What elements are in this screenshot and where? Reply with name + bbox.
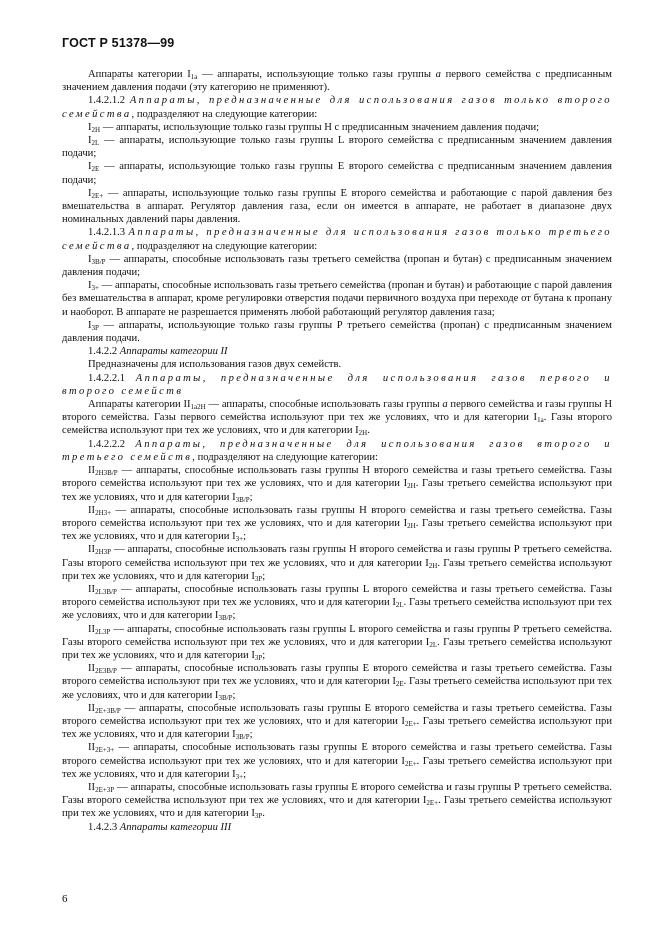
text-run: . Газы третьего семейства используют при тех же условиях, что и для категории I xyxy=(62,755,612,780)
text-run: ; xyxy=(262,570,266,582)
text-run: — аппараты, способные использовать газы группы Е второго семейства и газы третьего семейства. Газы второго семейства используют при тех же условиях, что и для категории I xyxy=(62,702,612,727)
text-run: 1.4.2.1.2 xyxy=(88,95,130,107)
text-run: — аппараты, способные использовать газы группы L второго семейства и газы третьего семейства. Газы второго семейства используют при тех же условиях, что и для категории I xyxy=(62,583,612,609)
paragraph xyxy=(62,134,612,160)
subscript: 2E+ xyxy=(91,191,104,200)
text-run: — аппараты, использующие только газы группы Е второго семейства с предписанным значением давления подачи; xyxy=(62,161,612,186)
text-run: — аппараты, использующие только газы группы Е второго семейства и работающие с парой давления без вмешательства в аппарат. Регулятор давления газа, если он имеется в аппарате, не работает в диапазоне двух номинальных давлений пары давления. xyxy=(62,187,612,226)
text-run: 1.4.2.2.2 xyxy=(88,438,136,450)
text-run: , подразделяют на следующие категории: xyxy=(131,240,318,252)
paragraph xyxy=(62,121,612,134)
subscript: 3+ xyxy=(235,535,244,544)
paragraph xyxy=(62,504,612,544)
text-run: ; xyxy=(232,689,236,701)
text-run: — аппараты, использующие только газы группы L второго семейства с предписанным значением давления подачи; xyxy=(62,135,612,160)
paragraph xyxy=(62,821,612,834)
text-run: — аппараты, способные использовать газы группы Е второго семейства и газы третьего семейства. Газы второго семейства используют при тех же условиях, что и для категории I xyxy=(62,742,612,767)
subscript: 2E3B/P xyxy=(95,667,117,676)
text-run: — аппараты, способные использовать газы третьего семейства (пропан и бутан) и работающие с парой давления без вмешательства в аппарат, кроме регулировки отверстия подачи первичного воздуха при переходе от бутана к пропану и наоборот. В аппарате не разрешается применять любой работающий регулятор давления газа; xyxy=(62,280,612,318)
text-run: . Газы третьего семейства используют при тех же условиях, что и для категории I xyxy=(62,478,612,503)
text-run: 1.4.2.2.1 xyxy=(88,372,136,384)
paragraph xyxy=(62,702,612,742)
subscript: 3B/P xyxy=(218,693,233,702)
subscript: 2H xyxy=(428,561,438,570)
text-run: II xyxy=(88,663,96,675)
subscript: 1a xyxy=(537,416,544,425)
text-run: Аппараты, предназначенные для использования газов только третьего семейства xyxy=(62,227,612,252)
subscript: 2L xyxy=(91,139,100,148)
paragraph xyxy=(62,741,612,781)
subscript: 3P xyxy=(254,653,263,662)
document-body xyxy=(62,68,612,834)
text-run: — аппараты, способные использовать газы группы Е второго семейства и газы третьего семейства. Газы второго семейства используют при тех же условиях, что и для категории I xyxy=(62,663,612,688)
text-run: — аппараты, способные использовать газы группы Н второго семейства и газы группы Р третьего семейства. Газы второго семейства используют при тех же условиях, что и для категории I xyxy=(62,544,612,569)
text-run: ; xyxy=(249,491,253,503)
page-header: ГОСТ Р 51378—99 xyxy=(62,36,175,50)
text-run: Аппараты категории II xyxy=(88,399,191,411)
paragraph xyxy=(62,358,612,371)
subscript: 2E xyxy=(91,165,100,174)
text-run: Аппараты категории I xyxy=(88,69,191,80)
text-run: . Газы третьего семейства используют при тех же условиях, что и для категории I xyxy=(62,795,612,820)
subscript: 2E+ xyxy=(426,799,439,808)
subscript: 2L3P xyxy=(95,627,111,636)
paragraph xyxy=(62,464,612,504)
paragraph xyxy=(62,253,612,279)
page-number: 6 xyxy=(62,893,68,905)
subscript: 2E+3B/P xyxy=(95,706,121,715)
subscript: 2H xyxy=(407,521,416,530)
text-run: . Газы второго семейства используют при тех же условиях, что и для категории I xyxy=(62,412,612,437)
text-run: I xyxy=(88,280,92,292)
paragraph xyxy=(62,372,612,398)
paragraph xyxy=(62,160,612,186)
text-run: II xyxy=(88,504,96,516)
paragraph xyxy=(62,662,612,702)
text-run: 1.4.2.1.3 xyxy=(88,227,129,239)
subscript: 2L xyxy=(429,640,438,649)
paragraph xyxy=(62,781,612,821)
text-run: ; xyxy=(243,768,247,780)
text-run: ; xyxy=(262,649,266,661)
paragraph xyxy=(62,68,612,94)
subscript: 3+ xyxy=(91,284,99,293)
text-run: . Газы третьего семейства используют при тех же условиях, что и для категории I xyxy=(62,517,612,543)
text-run: Аппараты категории II xyxy=(119,346,228,358)
text-run: . Газы третьего семейства используют при тех же условиях, что и для категории I xyxy=(62,557,613,582)
paragraph xyxy=(62,623,612,663)
subscript: 2L3B/P xyxy=(95,587,117,596)
subscript: 2H xyxy=(91,125,101,134)
paragraph xyxy=(62,398,612,438)
text-run: . xyxy=(262,808,265,820)
paragraph xyxy=(62,187,612,227)
subscript: 3P xyxy=(254,574,263,583)
subscript: 3B/P xyxy=(91,257,106,266)
text-run: — аппараты, способные использовать газы группы L второго семейства и газы группы Р третьего семейства. Газы второго семейства используют при тех же условиях, что и для категории I xyxy=(62,623,612,648)
paragraph xyxy=(62,226,612,252)
text-run: Аппараты, предназначенные для использования газов первого и второго семейств xyxy=(62,372,612,397)
text-run: первого семейства с предписанным значением давления подачи (эту категорию не применяют). xyxy=(62,69,612,94)
text-run: . Газы третьего семейства используют при тех же условиях, что и для категории I xyxy=(62,636,612,661)
text-run: ; xyxy=(232,610,236,622)
subscript: 2L xyxy=(395,601,404,610)
text-run: I xyxy=(88,319,92,331)
text-run: ; xyxy=(243,531,247,543)
subscript: 1a xyxy=(190,73,198,81)
text-run: II xyxy=(88,702,96,714)
subscript: 2E+3P xyxy=(95,785,115,794)
text-run: I xyxy=(88,187,92,199)
paragraph xyxy=(62,94,612,120)
subscript: 1a2H xyxy=(190,403,206,412)
text-run: I xyxy=(88,161,92,173)
text-run: — аппараты, способные использовать газы группы Е второго семейства и газы группы Р третьего семейства. Газы второго семейства используют при тех же условиях, что и для категории I xyxy=(62,781,612,807)
subscript: 2E+ xyxy=(404,759,417,768)
text-run: 1.4.2.2 xyxy=(88,346,120,358)
text-run: — аппараты, использующие только газы группы Р третьего семейства (пропан) с предписанным значением давления подачи. xyxy=(62,319,612,345)
text-run: , подразделяют на следующие категории: xyxy=(192,451,378,463)
subscript: 2E xyxy=(395,680,404,689)
subscript: 2H xyxy=(407,482,416,491)
text-run: II xyxy=(88,465,96,477)
text-run: — аппараты, способные использовать газы третьего семейства (пропан и бутан) с предписанным значением давления подачи; xyxy=(62,253,612,279)
text-run: Предназначены для использования газов двух семейств. xyxy=(88,359,342,371)
text-run: ; xyxy=(249,729,253,741)
text-run: — аппараты, способные использовать газы группы Н второго семейства и газы третьего семейства. Газы второго семейства используют при тех же условиях, что и для категории I xyxy=(62,465,612,490)
paragraph xyxy=(62,583,612,623)
subscript: 3P xyxy=(91,323,99,332)
text-run: II xyxy=(88,742,96,754)
subscript: 3B/P xyxy=(218,614,233,623)
text-run: Аппараты, предназначенные для использования газов только второго семейства xyxy=(62,95,612,120)
paragraph xyxy=(62,279,612,319)
paragraph xyxy=(62,319,612,345)
text-run: — аппараты, использующие только газы группы xyxy=(197,69,436,80)
text-run: . Газы третьего семейства используют при тех же условиях, что и для категории I xyxy=(62,597,612,622)
text-run: II xyxy=(88,623,96,635)
subscript: 3B/P xyxy=(235,495,250,504)
text-run: . xyxy=(367,425,370,437)
text-run: — аппараты, использующие только газы группы Н с предписанным значением давления подачи; xyxy=(100,121,540,133)
subscript: 2H3B/P xyxy=(95,469,118,478)
text-run: Аппараты категории III xyxy=(119,821,232,833)
subscript: 3B/P xyxy=(235,733,250,742)
text-run: первого семейства и газы группы Н второго семейства. Газы первого семейства используют при тех же условиях, что и для категории I xyxy=(62,399,612,424)
text-run: а xyxy=(435,69,441,80)
subscript: 3+ xyxy=(235,772,244,781)
subscript: 2H3P xyxy=(95,548,112,557)
paragraph xyxy=(62,543,612,583)
text-run: . Газы третьего семейства используют при тех же условиях, что и для категории I xyxy=(62,676,612,701)
text-run: II xyxy=(88,781,96,793)
text-run: 1.4.2.3 xyxy=(88,821,120,833)
paragraph xyxy=(62,438,612,464)
subscript: 3P xyxy=(254,812,263,821)
text-run: I xyxy=(88,121,92,133)
paragraph xyxy=(62,345,612,358)
text-run: I xyxy=(88,135,92,147)
subscript: 2H xyxy=(358,429,368,438)
subscript: 2E+3+ xyxy=(95,746,115,755)
text-run: II xyxy=(88,583,96,595)
text-run: . Газы третьего семейства используют при тех же условиях, что и для категории I xyxy=(62,715,612,741)
text-run: , подразделяют на следующие категории: xyxy=(131,108,318,120)
subscript: 2H3+ xyxy=(95,508,112,517)
text-run: II xyxy=(88,544,96,556)
text-run: а xyxy=(442,399,448,411)
text-run: I xyxy=(88,253,92,265)
subscript: 2E+ xyxy=(404,719,417,728)
text-run: — аппараты, способные использовать газы группы Н второго семейства и газы третьего семейства. Газы второго семейства используют при тех же условиях, что и для категории I xyxy=(62,504,612,529)
text-run: Аппараты, предназначенные для использования газов второго и третьего семейств xyxy=(62,438,612,463)
text-run: — аппараты, способные использовать газы группы xyxy=(205,399,443,411)
